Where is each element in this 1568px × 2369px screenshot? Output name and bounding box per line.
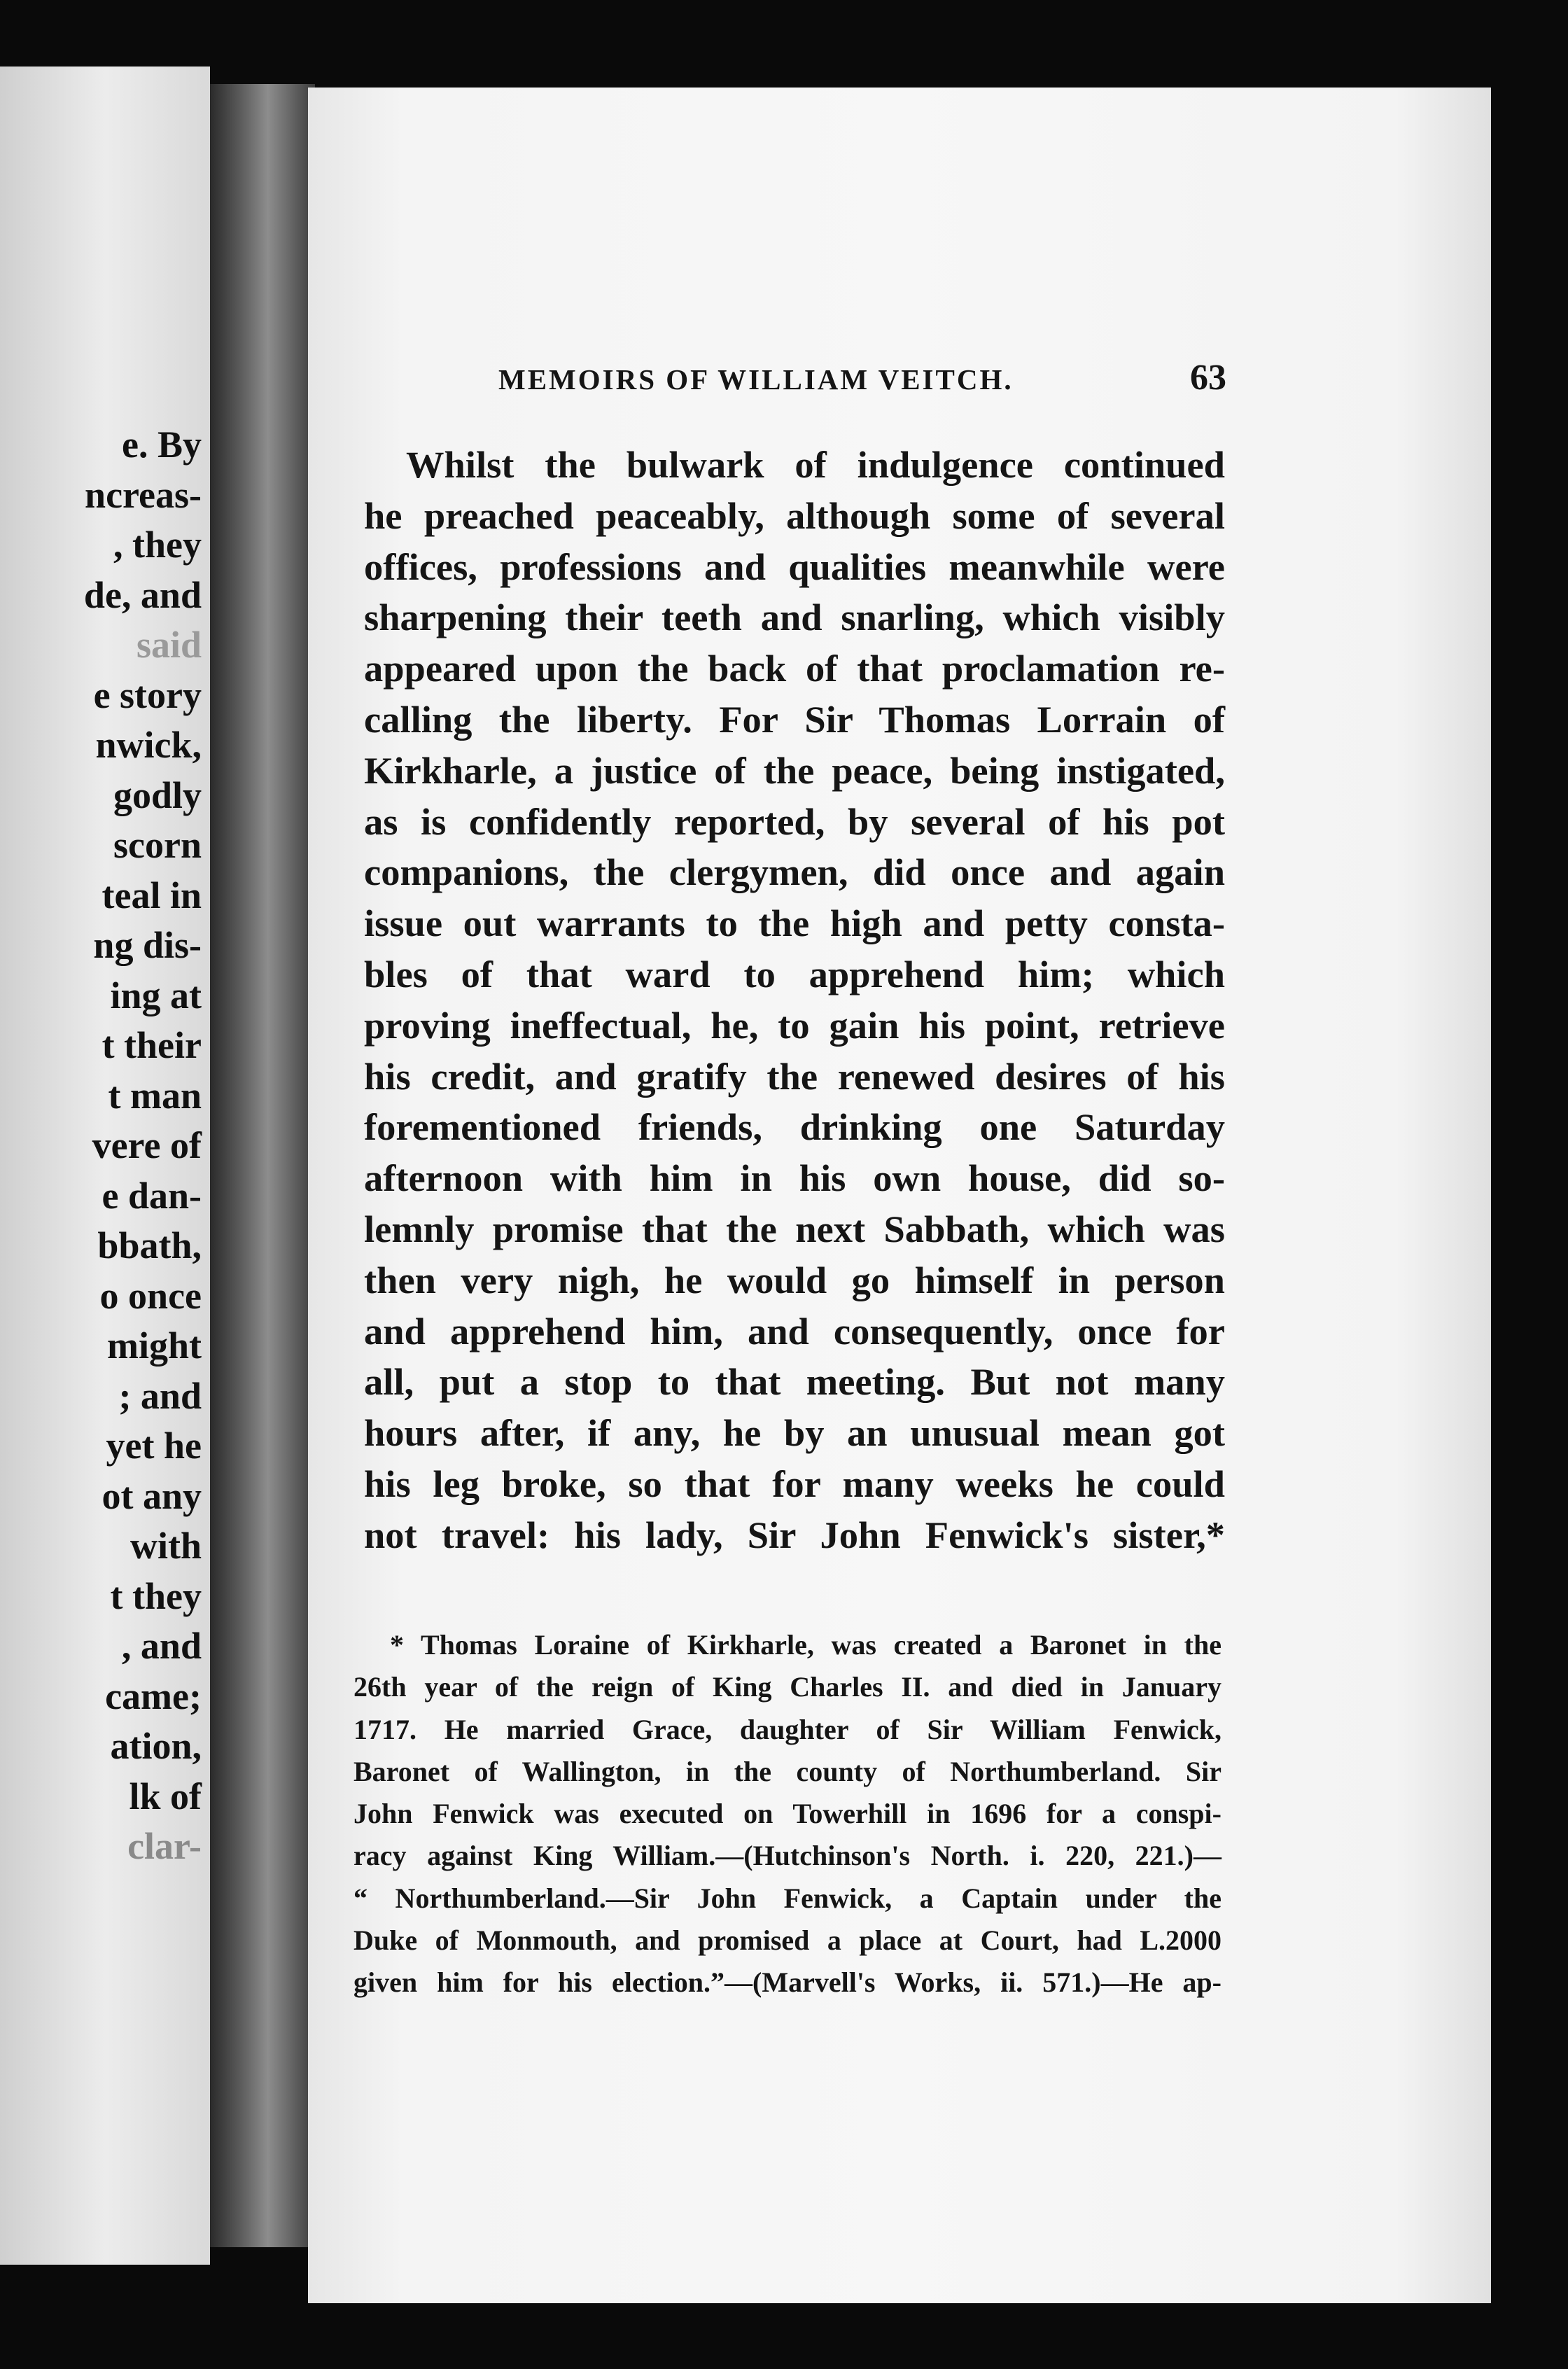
body-line: then very nigh, he would go himself in person	[364, 1258, 1225, 1301]
footnote-line: * Thomas Loraine of Kirkharle, was created a Baronet in the	[390, 1629, 1222, 1661]
left-page-line: vere of	[92, 1124, 202, 1166]
footnote-line: 26th year of the reign of King Charles II. and died in January	[354, 1671, 1222, 1703]
body-line: and apprehend him, and consequently, once for	[364, 1309, 1225, 1353]
body-line: forementioned friends, drinking one Saturday	[364, 1105, 1225, 1149]
body-line: not travel: his lady, Sir John Fenwick's sister,*	[364, 1513, 1225, 1556]
left-page-line: e dan-	[102, 1174, 202, 1217]
body-line: companions, the clergymen, did once and again	[364, 851, 1225, 894]
footnote-line: 1717. He married Grace, daughter of Sir William Fenwick,	[354, 1713, 1222, 1745]
left-page-line: might	[107, 1325, 202, 1367]
left-page-line: scorn	[113, 824, 202, 866]
book-gutter-shadow	[210, 84, 315, 2247]
body-line: lemnly promise that the next Sabbath, which was	[364, 1207, 1225, 1250]
left-page-line: teal in	[102, 874, 202, 916]
body-line: sharpening their teeth and snarling, which visibly	[364, 596, 1225, 639]
body-line: he preached peaceably, although some of several	[364, 494, 1225, 537]
body-line: proving ineffectual, he, to gain his point, retrieve	[364, 1003, 1225, 1047]
footnote-line: “ Northumberland.—Sir John Fenwick, a Captain under the	[354, 1882, 1222, 1914]
left-page-line: , they	[113, 524, 202, 566]
footnote-line: racy against King William.—(Hutchinson's North. i. 220, 221.)—	[354, 1840, 1222, 1872]
left-page-line: nwick,	[95, 724, 202, 766]
left-page-line: came;	[105, 1675, 202, 1717]
body-line: afternoon with him in his own house, did so-	[364, 1156, 1225, 1200]
left-page-line: o once	[99, 1274, 202, 1317]
left-page-line: ing at	[110, 974, 202, 1016]
left-page-line: ; and	[118, 1374, 202, 1417]
footnote-line: John Fenwick was executed on Towerhill in 1696 for a conspi-	[354, 1798, 1222, 1830]
page-number: 63	[1190, 358, 1226, 398]
left-page-line: ation,	[110, 1725, 202, 1767]
left-page-line: clar-	[127, 1825, 202, 1867]
body-text	[364, 440, 1225, 1561]
left-page-line: ng dis-	[93, 924, 202, 966]
left-facing-page	[0, 67, 210, 2265]
body-line: appeared upon the back of that proclamation re-	[364, 647, 1225, 690]
footnote-line: given him for his election.”—(Marvell's Works, ii. 571.)—He ap-	[354, 1966, 1222, 1999]
left-page-line: godly	[113, 774, 202, 816]
body-line: his credit, and gratify the renewed desires of his	[364, 1054, 1225, 1098]
body-line: as is confidently reported, by several of his pot	[364, 799, 1225, 843]
left-page-line: t man	[108, 1074, 202, 1117]
left-page-text	[0, 420, 202, 1872]
page-header	[498, 357, 1226, 406]
left-page-line: lk of	[129, 1775, 202, 1817]
left-page-line: , and	[121, 1625, 202, 1667]
left-page-line: t they	[110, 1574, 202, 1617]
footnote	[354, 1624, 1222, 2004]
footnote-line: Duke of Monmouth, and promised a place at Court, had L.2000	[354, 1924, 1222, 1957]
left-page-line: t their	[102, 1024, 202, 1066]
left-page-line: ncreas-	[85, 473, 202, 516]
left-page-line: e. By	[122, 424, 202, 466]
body-line: bles of that ward to apprehend him; which	[364, 952, 1225, 995]
body-line: his leg broke, so that for many weeks he could	[364, 1462, 1225, 1505]
left-page-line: de, and	[83, 573, 202, 616]
running-title: MEMOIRS OF WILLIAM VEITCH.	[498, 363, 1014, 396]
left-page-line: yet he	[106, 1425, 202, 1467]
left-page-line: with	[130, 1525, 202, 1567]
body-line: Kirkharle, a justice of the peace, being instigated,	[364, 748, 1225, 792]
body-line: Whilst the bulwark of indulgence continued	[406, 443, 1225, 486]
body-line: offices, professions and qualities meanwhile were	[364, 545, 1225, 588]
left-page-line: e story	[93, 673, 202, 716]
body-line: hours after, if any, he by an unusual mean got	[364, 1411, 1225, 1455]
body-line: calling the liberty. For Sir Thomas Lorrain of	[364, 697, 1225, 741]
footnote-line: Baronet of Wallington, in the county of Northumberland. Sir	[354, 1755, 1222, 1787]
body-line: all, put a stop to that meeting. But not many	[364, 1360, 1225, 1404]
body-line: issue out warrants to the high and petty consta-	[364, 902, 1225, 945]
left-page-line: ot any	[102, 1474, 202, 1517]
left-page-line: said	[136, 624, 202, 666]
left-page-line: bbath,	[97, 1224, 202, 1266]
